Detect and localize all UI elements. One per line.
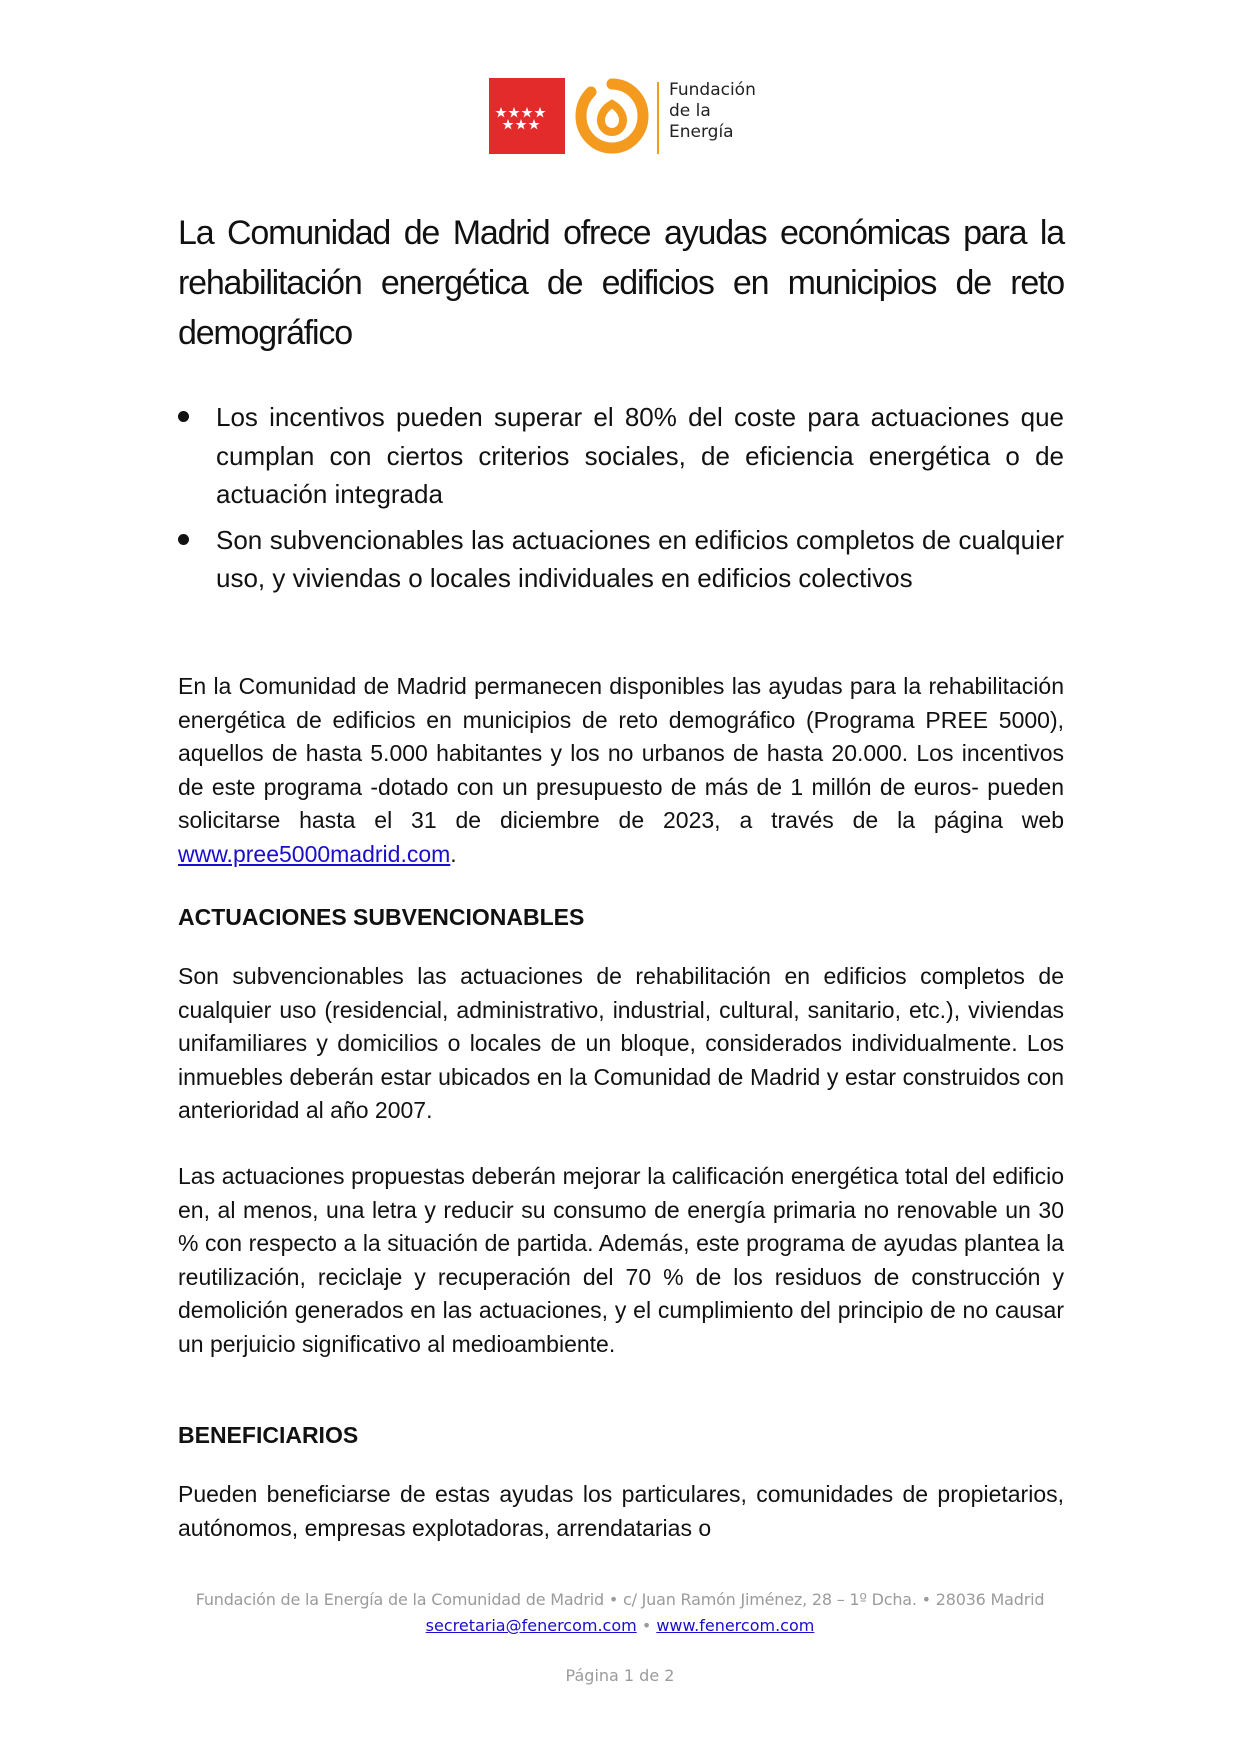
footer-links [0, 1616, 1240, 1635]
fundacion-name-line-2: de la [669, 101, 711, 121]
document-title: La Comunidad de Madrid ofrece ayudas económicas para la rehabilitación energética de edificios en municipios de reto demográfico [178, 214, 1064, 352]
fundacion-name-line-1: Fundación [669, 80, 756, 100]
intro-paragraph [178, 670, 1064, 871]
highlights-list [178, 398, 1064, 605]
footer-address: Fundación de la Energía de la Comunidad de Madrid • c/ Juan Ramón Jiménez, 28 – 1º Dcha. • 28036 Madrid [195, 1590, 1045, 1609]
actuaciones-paragraph-2: Las actuaciones propuestas deberán mejorar la calificación energética total del edificio en, al menos, una letra y reducir su consumo de energía primaria no renovable un 30 % con respecto a la situación de partida. Además, este programa de ayudas plantea la reutilización, reciclaje y recuperación del 70 % de los residuos de construcción y demolición generados en las actuaciones, y el cumplimiento del principio de no causar un perjuicio significativo al medioambiente. [178, 1163, 1064, 1357]
beneficiarios-paragraph-1: Pueden beneficiarse de estas ayudas los particulares, comunidades de propietarios, autónomos, empresas explotadoras, arrendatarias o [178, 1481, 1064, 1541]
highlight-text: Son subvencionables las actuaciones en edificios completos de cualquier uso, y viviendas o locales individuales en edificios colectivos [216, 524, 1064, 593]
fundacion-energia-icon [571, 78, 653, 158]
footer-email-link[interactable]: secretaria@fenercom.com [425, 1616, 637, 1635]
section-heading-actuaciones: ACTUACIONES SUBVENCIONABLES [178, 904, 585, 930]
intro-end: . [450, 840, 457, 867]
highlight-item [178, 521, 1064, 598]
highlight-item [178, 398, 1064, 514]
fundacion-name [669, 80, 756, 143]
pree5000-link[interactable]: www.pree5000madrid.com [178, 840, 451, 867]
page-number: Página 1 de 2 [565, 1666, 675, 1685]
footer-website-link[interactable]: www.fenercom.com [656, 1616, 815, 1635]
fundacion-name-line-3: Energía [669, 122, 734, 142]
logo-separator [657, 82, 659, 154]
intro-text: En la Comunidad de Madrid permanecen disponibles las ayudas para la rehabilitación energética de edificios en municipios de reto demográfico (Programa PREE 5000), aquellos de hasta 5.000 habitantes y los no urbanos de hasta 20.000. Los incentivos de este programa -dotado con un presupuesto de más de 1 millón de euros- pueden solicitarse hasta el 31 de diciembre de 2023, a través de la página web [178, 673, 1064, 833]
footer-separator: • [636, 1616, 657, 1635]
highlight-text: Los incentivos pueden superar el 80% del coste para actuaciones que cumplan con ciertos criterios sociales, de eficiencia energética o de actuación integrada [216, 402, 1064, 509]
bullet-icon [178, 411, 189, 422]
actuaciones-paragraph-1: Son subvencionables las actuaciones de rehabilitación en edificios completos de cualquier uso (residencial, administrativo, industrial, cultural, sanitario, etc.), viviendas unifamiliares y domicilios o locales de un bloque, considerados individualmente. Los inmuebles deberán estar ubicados en la Comunidad de Madrid y estar construidos con anterioridad al año 2007. [178, 963, 1064, 1123]
header-logos [489, 78, 756, 158]
section-heading-beneficiarios: BENEFICIARIOS [178, 1422, 359, 1448]
bullet-icon [178, 534, 189, 545]
comunidad-de-madrid-flag-icon [489, 78, 565, 154]
